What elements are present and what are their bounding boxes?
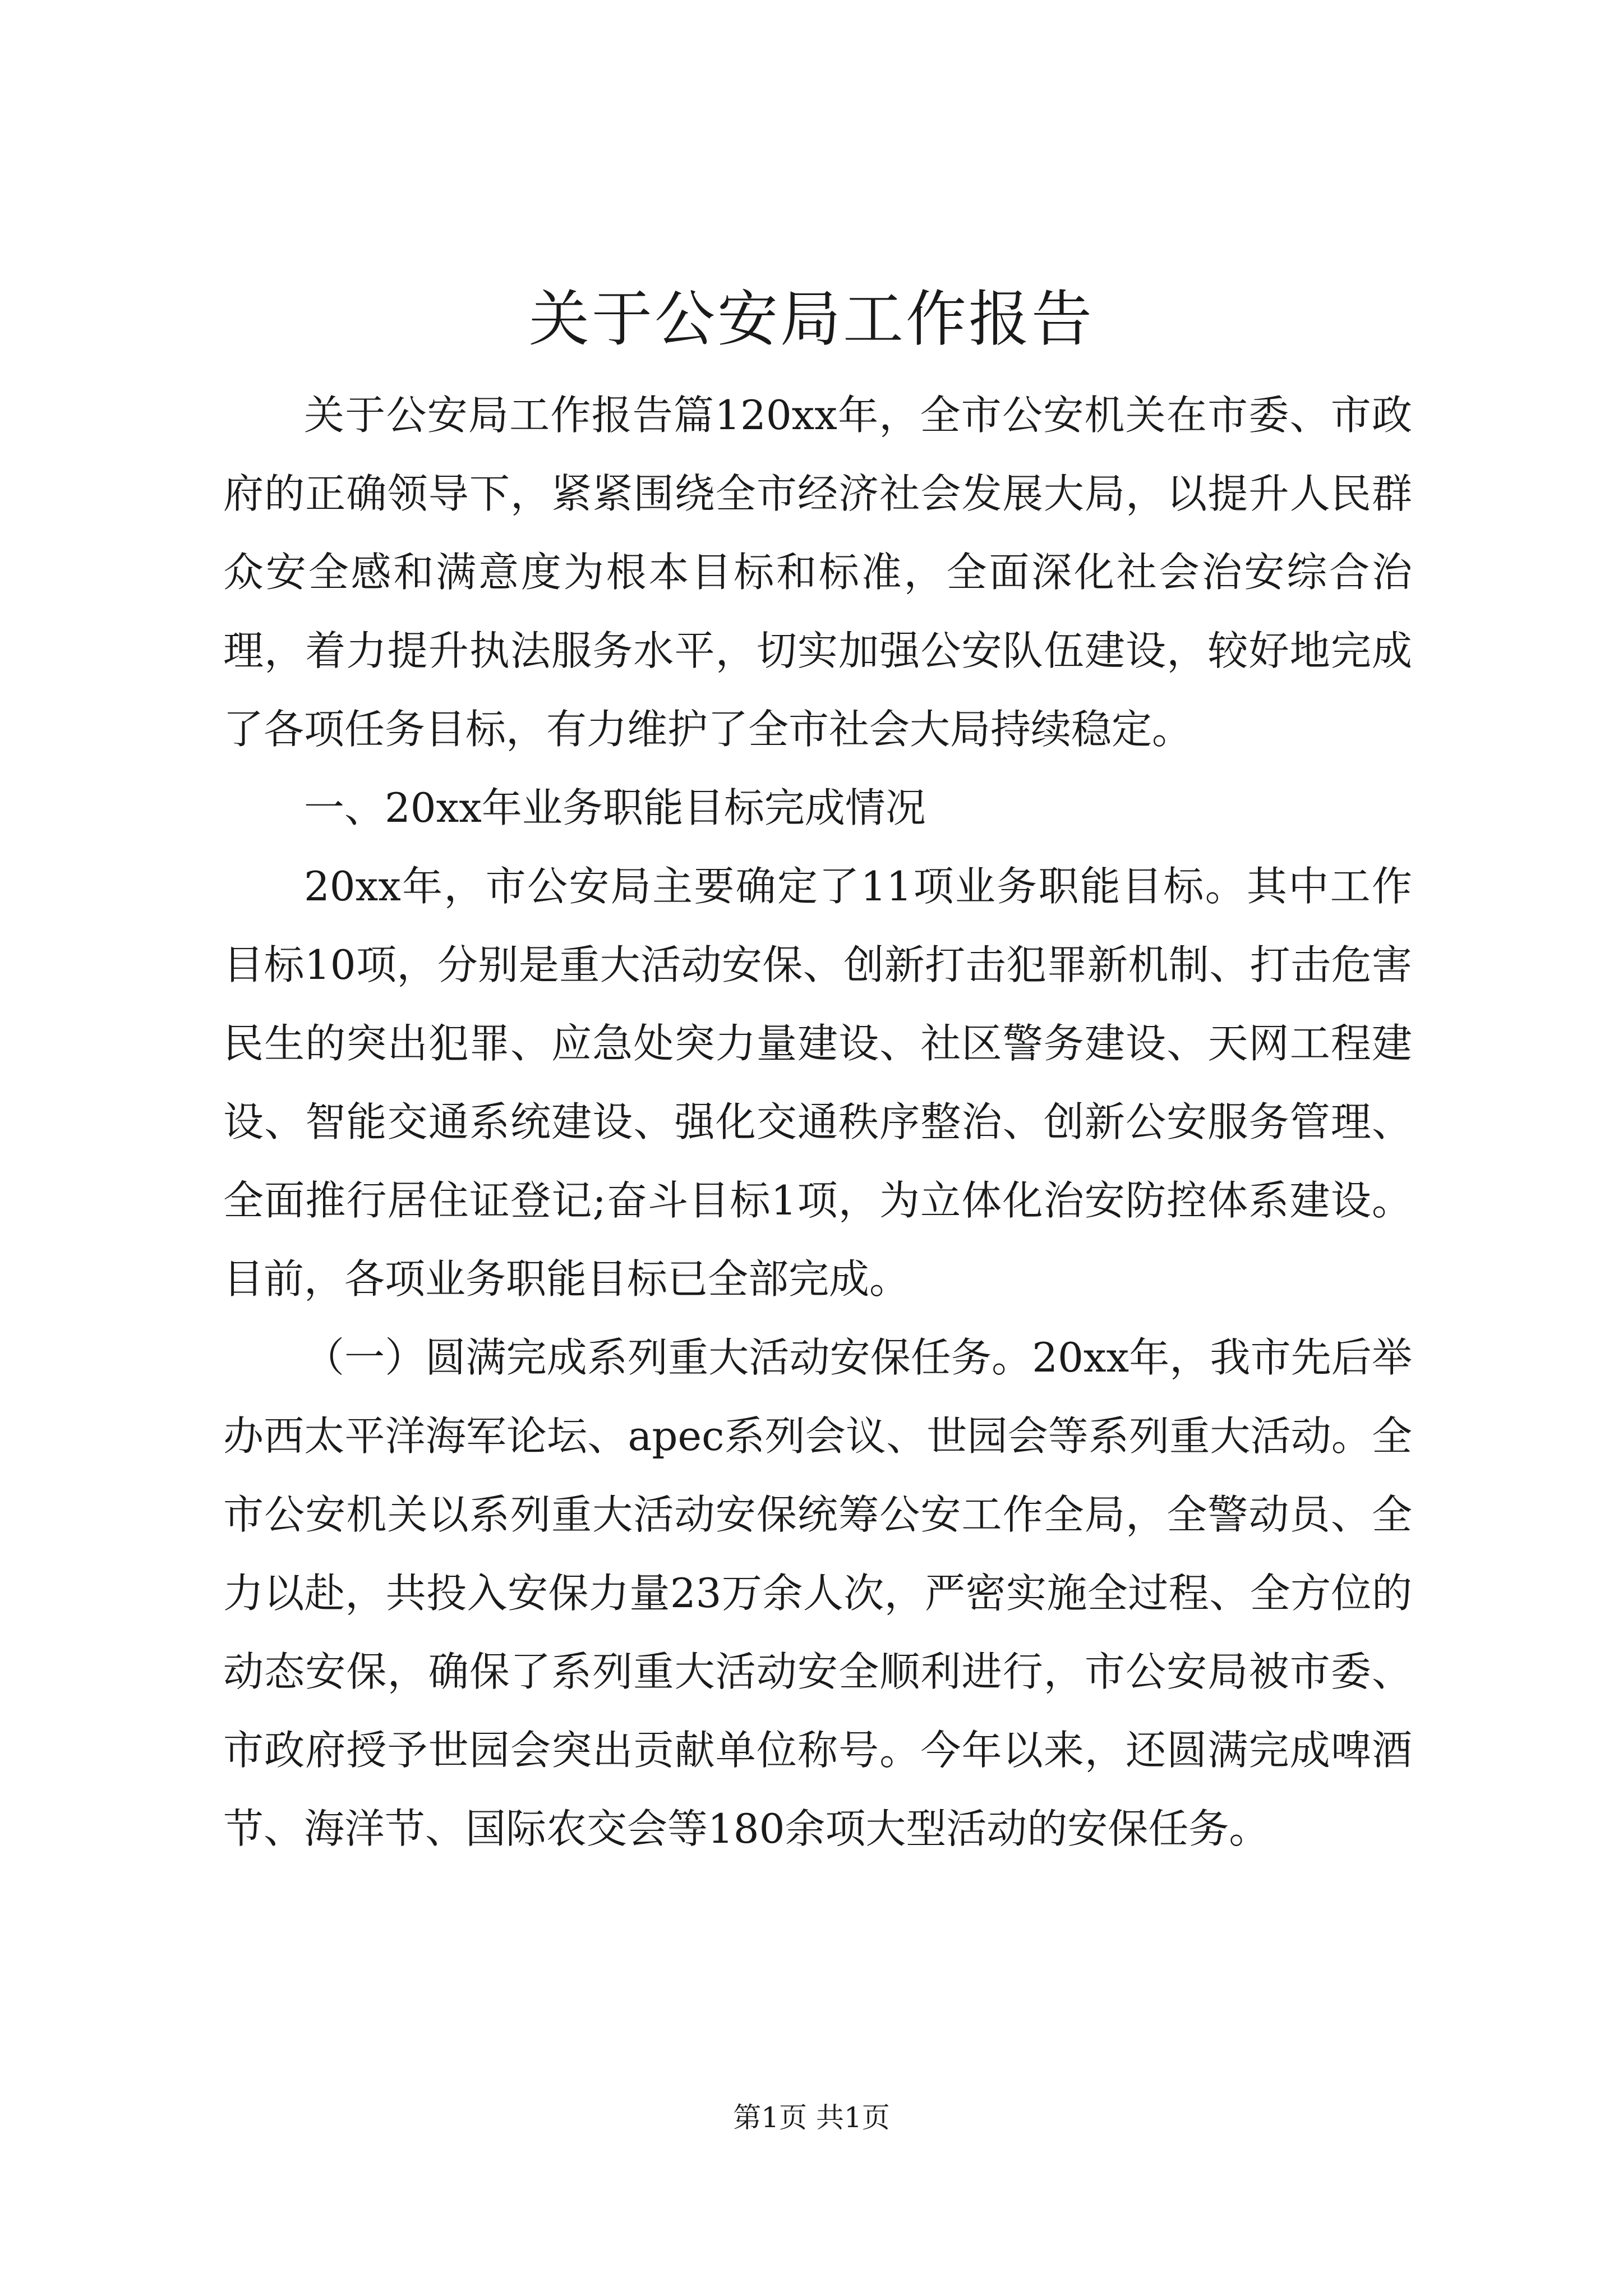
page-footer: 第1页 共1页 bbox=[733, 2101, 890, 2134]
section-heading: 一、20xx年业务职能目标完成情况 bbox=[304, 784, 926, 831]
paragraph-intro: 关于公安局工作报告篇120xx年，全市公安机关在市委、市政府的正确领导下，紧紧围绕全市经济社会发展大局，以提升人民群众安全感和满意度为根本目标和标准，全面深化社会治安综合治理，着力提升执法服务水平，切实加强公安队伍建设，较好地完成了各项任务目标，有力维护了全市社会大局持续稳定。 bbox=[223, 392, 1412, 753]
document-body bbox=[223, 376, 1412, 1868]
paragraph-objectives: 20xx年，市公安局主要确定了11项业务职能目标。其中工作目标10项，分别是重大活动安保、创新打击犯罪新机制、打击危害民生的突出犯罪、应急处突力量建设、社区警务建设、天网工程建设、智能交通系统建设、强化交通秩序整治、创新公安服务管理、全面推行居住证登记;奋斗目标1项，为立体化治安防控体系建设。目前，各项业务职能目标已全部完成。 bbox=[223, 863, 1412, 1303]
paragraph-security-tasks: （一）圆满完成系列重大活动安保任务。20xx年，我市先后举办西太平洋海军论坛、apec系列会议、世园会等系列重大活动。全市公安机关以系列重大活动安保统筹公安工作全局，全警动员、全力以赴，共投入安保力量23万余人次，严密实施全过程、全方位的动态安保，确保了系列重大活动安全顺利进行，市公安局被市委、市政府授予世园会突出贡献单位称号。今年以来，还圆满完成啤酒节、海洋节、国际农交会等180余项大型活动的安保任务。 bbox=[223, 1334, 1412, 1852]
document-title: 关于公安局工作报告 bbox=[528, 284, 1094, 355]
